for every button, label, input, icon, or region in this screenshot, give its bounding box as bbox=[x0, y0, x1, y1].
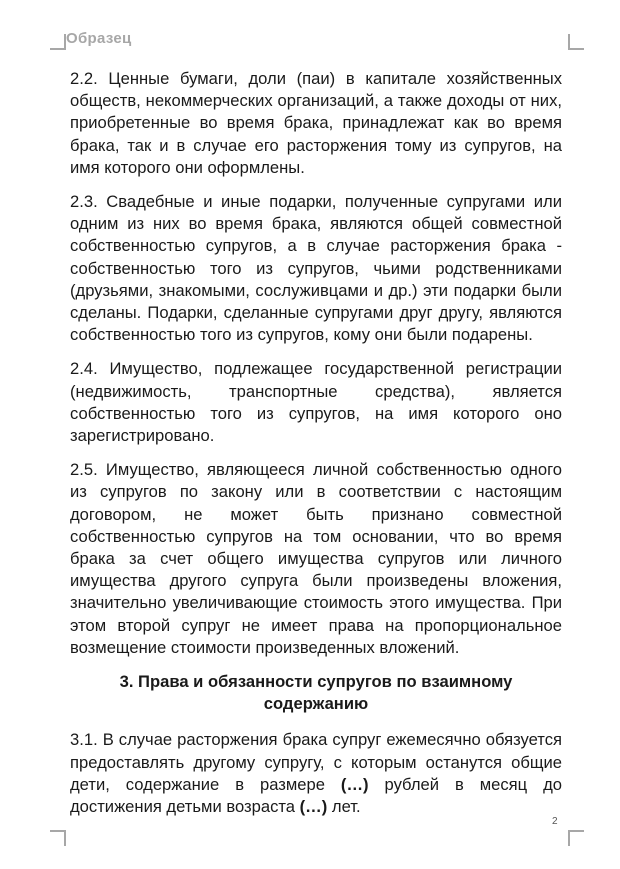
paragraph-3-1-text-2: рублей в месяц до достижения детьми возраста bbox=[70, 774, 563, 817]
age-placeholder: (…) bbox=[299, 797, 328, 817]
corner-mark-bottom-left bbox=[50, 830, 66, 846]
paragraph-3-1-text-3: лет. bbox=[327, 797, 361, 817]
corner-mark-top-right bbox=[568, 34, 584, 50]
watermark-label: Образец bbox=[66, 30, 132, 47]
paragraph-2-5: 2.5. Имущество, являющееся личной собственностью одного из супругов по закону или в соответствии с настоящим договором, не может быть признано совместной собственностью супругов на том основании, что во время брака за счет общего имущества супругов или личного имущества другого супруга были произведены вложения, значительно увеличивающие стоимость этого имущества. При этом второй супруг не имеет права на пропорциональное возмещение стоимости произведенных вложений. bbox=[70, 460, 562, 657]
section-3-heading: 3. Права и обязанности супругов по взаимному содержанию bbox=[119, 672, 513, 714]
amount-placeholder: (…) bbox=[340, 774, 369, 794]
paragraph-2-4: 2.4. Имущество, подлежащее государственной регистрации (недвижимость, транспортные средства), является собственностью того из супругов, на имя которого оно зарегистрировано. bbox=[70, 359, 562, 446]
paragraph-3-1-text-1: 3.1. В случае расторжения брака супруг ежемесячно обязуется предоставлять другому супругу, с которым останутся общие дети, содержание в размере bbox=[70, 730, 562, 794]
paragraph-2-3: 2.3. Свадебные и иные подарки, полученные супругами или одним из них во время брака, являются общей совместной собственностью супругов, а в случае расторжения брака - собственностью того из супругов, чьими родственниками (друзьями, знакомыми, сослуживцами и др.) эти подарки были сделаны. Подарки, сделанные супругами друг другу, являются собственностью того из супругов, кому они были подарены. bbox=[70, 192, 562, 345]
paragraph-3-1 bbox=[70, 729, 562, 818]
paragraph-2-2: 2.2. Ценные бумаги, доли (паи) в капитале хозяйственных обществ, некоммерческих организаций, а также доходы от них, приобретенные во время брака, принадлежат как во время брака, так и в случае его расторжения тому из супругов, на имя которого они оформлены. bbox=[70, 69, 562, 177]
corner-mark-top-left bbox=[50, 34, 66, 50]
corner-mark-bottom-right bbox=[568, 830, 584, 846]
page-number: 2 bbox=[552, 816, 558, 827]
document-body bbox=[70, 68, 562, 830]
